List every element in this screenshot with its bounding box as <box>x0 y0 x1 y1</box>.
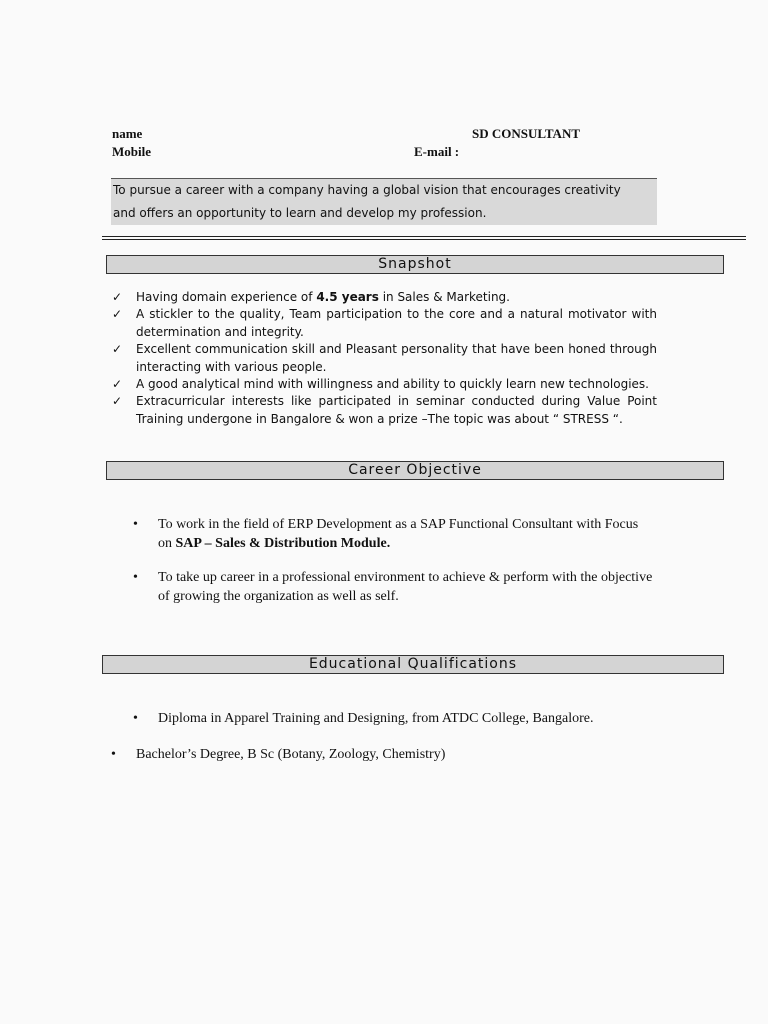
objective-line-2: and offers an opportunity to learn and develop my profession. <box>113 206 487 220</box>
divider-top <box>102 236 746 237</box>
snapshot-item: ✓ A good analytical mind with willingness and ability to quickly learn new technologies. <box>112 376 657 393</box>
mobile-label: Mobile <box>112 144 151 159</box>
bullet-icon: • <box>133 570 138 585</box>
objective-line-1: To pursue a career with a company having a global vision that encourages creativity <box>113 183 621 197</box>
snapshot-list <box>112 289 657 428</box>
job-title: SD CONSULTANT <box>472 126 581 141</box>
checkmark-icon: ✓ <box>112 290 123 304</box>
education-list-2 <box>111 745 671 764</box>
objective-statement <box>111 178 657 225</box>
career-objective-item: • To take up career in a professional environment to achieve & perform with the objective of growing the organization as well as self. <box>133 570 653 604</box>
divider-bottom <box>102 239 746 240</box>
education-item: • Diploma in Apparel Training and Designing, from ATDC College, Bangalore. <box>133 711 594 726</box>
checkmark-icon: ✓ <box>112 307 123 322</box>
education-list <box>133 709 693 728</box>
career-objective-list-2 <box>133 568 653 606</box>
section-header-education: Educational Qualifications <box>102 655 724 674</box>
snapshot-item: ✓ A stickler to the quality, Team participation to the core and a natural motivator with determination and integrity. <box>112 307 657 339</box>
section-header-snapshot: Snapshot <box>106 255 724 274</box>
section-header-career-objective: Career Objective <box>106 461 724 480</box>
bullet-icon: • <box>133 711 138 726</box>
checkmark-icon: ✓ <box>112 377 123 392</box>
career-objective-item: • To work in the field of ERP Development as a SAP Functional Consultant with Focus on SAP – Sales & Distribution Module. <box>133 517 639 551</box>
name-label: name <box>112 126 143 141</box>
checkmark-icon: ✓ <box>112 342 123 357</box>
bullet-icon: • <box>111 747 116 762</box>
checkmark-icon: ✓ <box>112 394 123 409</box>
snapshot-item: ✓ Extracurricular interests like participated in seminar conducted during Value Point Training undergone in Bangalore & won a prize –The topic was about “ STRESS “. <box>112 394 657 426</box>
career-objective-list <box>133 515 653 553</box>
education-item: • Bachelor’s Degree, B Sc (Botany, Zoology, Chemistry) <box>111 747 446 762</box>
bullet-icon: • <box>133 517 138 532</box>
email-label: E-mail : <box>414 144 460 159</box>
snapshot-item: ✓ Excellent communication skill and Pleasant personality that have been honed through interacting with various people. <box>112 342 657 374</box>
snapshot-item: ✓ Having domain experience of 4.5 years in Sales & Marketing. <box>112 289 657 306</box>
